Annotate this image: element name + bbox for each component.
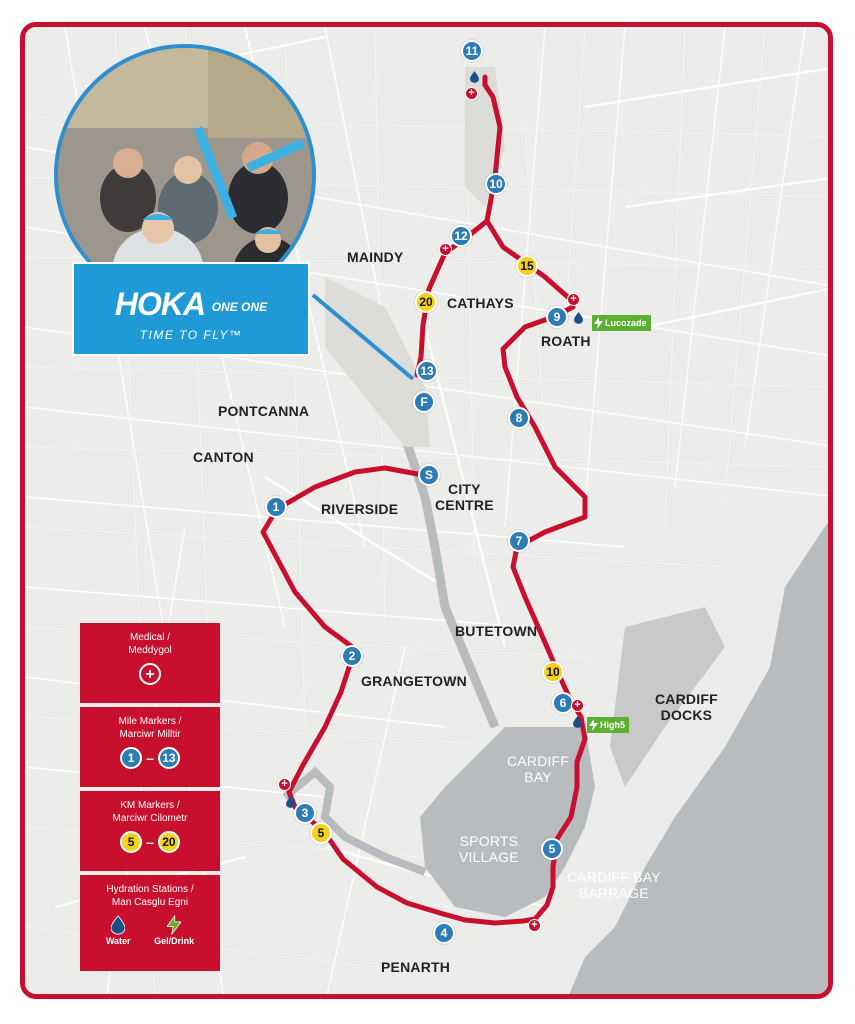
- hoka-brand-sub: ONE ONE: [211, 299, 268, 314]
- label-cardiff-docks: CARDIFF DOCKS: [655, 691, 718, 723]
- label-grangetown: GRANGETOWN: [361, 673, 467, 689]
- legend-km-title: KM Markers / Marciwr Cilometr: [112, 800, 188, 824]
- label-cardiff-bay-barrage: CARDIFF BAY BARRAGE: [567, 869, 661, 901]
- label-city-centre: CITY CENTRE: [435, 481, 494, 513]
- label-butetown: BUTETOWN: [455, 623, 538, 639]
- km-marker-5: 5: [310, 822, 332, 844]
- legend-mile-markers: [80, 707, 220, 787]
- start-marker: S: [418, 464, 440, 486]
- mile-marker-10: 10: [485, 173, 507, 195]
- legend-mile-to: 13: [158, 747, 180, 769]
- medical-station: +: [465, 87, 478, 100]
- km-marker-20: 20: [415, 291, 437, 313]
- mile-marker-13: 13: [416, 360, 438, 382]
- sponsor-label-high5: High5: [600, 720, 626, 730]
- mile-marker-1: 1: [265, 496, 287, 518]
- sponsor-label-lucozade: Lucozade: [605, 318, 647, 328]
- medical-station: +: [439, 243, 452, 256]
- label-roath: ROATH: [541, 333, 591, 349]
- mile-marker-6: 6: [552, 692, 574, 714]
- hoka-logo: [74, 286, 308, 323]
- legend-dash: –: [146, 833, 154, 850]
- km-marker-15: 15: [516, 255, 538, 277]
- hoka-tagline: TIME TO FLY™: [139, 328, 243, 342]
- label-canton: CANTON: [193, 449, 254, 465]
- legend-medical: [80, 623, 220, 703]
- legend-mile-title: Mile Markers / Marciwr Milltir: [118, 716, 182, 740]
- label-sports-village: SPORTS VILLAGE: [459, 833, 519, 865]
- mile-marker-7: 7: [508, 530, 530, 552]
- hoka-brand: HOKA: [114, 286, 204, 322]
- medical-station: +: [567, 293, 580, 306]
- legend-km-from: 5: [120, 831, 142, 853]
- legend-km-markers: [80, 791, 220, 871]
- lightning-icon: [167, 915, 181, 935]
- mile-marker-12: 12: [450, 225, 472, 247]
- legend-dash: –: [146, 749, 154, 766]
- mile-marker-5: 5: [541, 838, 563, 860]
- finish-marker: F: [413, 391, 435, 413]
- legend-water-label: Water: [105, 936, 131, 946]
- medical-station: +: [278, 778, 291, 791]
- label-cathays: CATHAYS: [447, 295, 514, 311]
- mile-marker-11: 11: [461, 40, 483, 62]
- label-penarth: PENARTH: [381, 959, 451, 975]
- mile-marker-4: 4: [433, 922, 455, 944]
- mile-marker-2: 2: [341, 645, 363, 667]
- water-drop-icon: [111, 915, 125, 935]
- mile-marker-8: 8: [508, 407, 530, 429]
- medical-station: +: [571, 699, 584, 712]
- legend-km-to: 20: [158, 831, 180, 853]
- legend-gel-label: Gel/Drink: [154, 936, 195, 946]
- medical-cross-icon: +: [139, 663, 161, 685]
- label-cardiff-bay: CARDIFF BAY: [507, 753, 570, 785]
- hoka-promo-banner: [72, 262, 310, 356]
- km-marker-10: 10: [542, 661, 564, 683]
- label-maindy: MAINDY: [347, 249, 404, 265]
- mile-marker-9: 9: [546, 306, 568, 328]
- medical-station: +: [528, 919, 541, 932]
- label-pontcanna: PONTCANNA: [218, 403, 310, 419]
- legend-hydration-title: Hydration Stations / Man Casglu Egni: [106, 884, 194, 908]
- legend-medical-title: Medical / Meddygol: [128, 632, 172, 656]
- label-riverside: RIVERSIDE: [321, 501, 399, 517]
- mile-marker-3: 3: [294, 802, 316, 824]
- legend-mile-from: 1: [120, 747, 142, 769]
- legend-hydration: [80, 875, 220, 971]
